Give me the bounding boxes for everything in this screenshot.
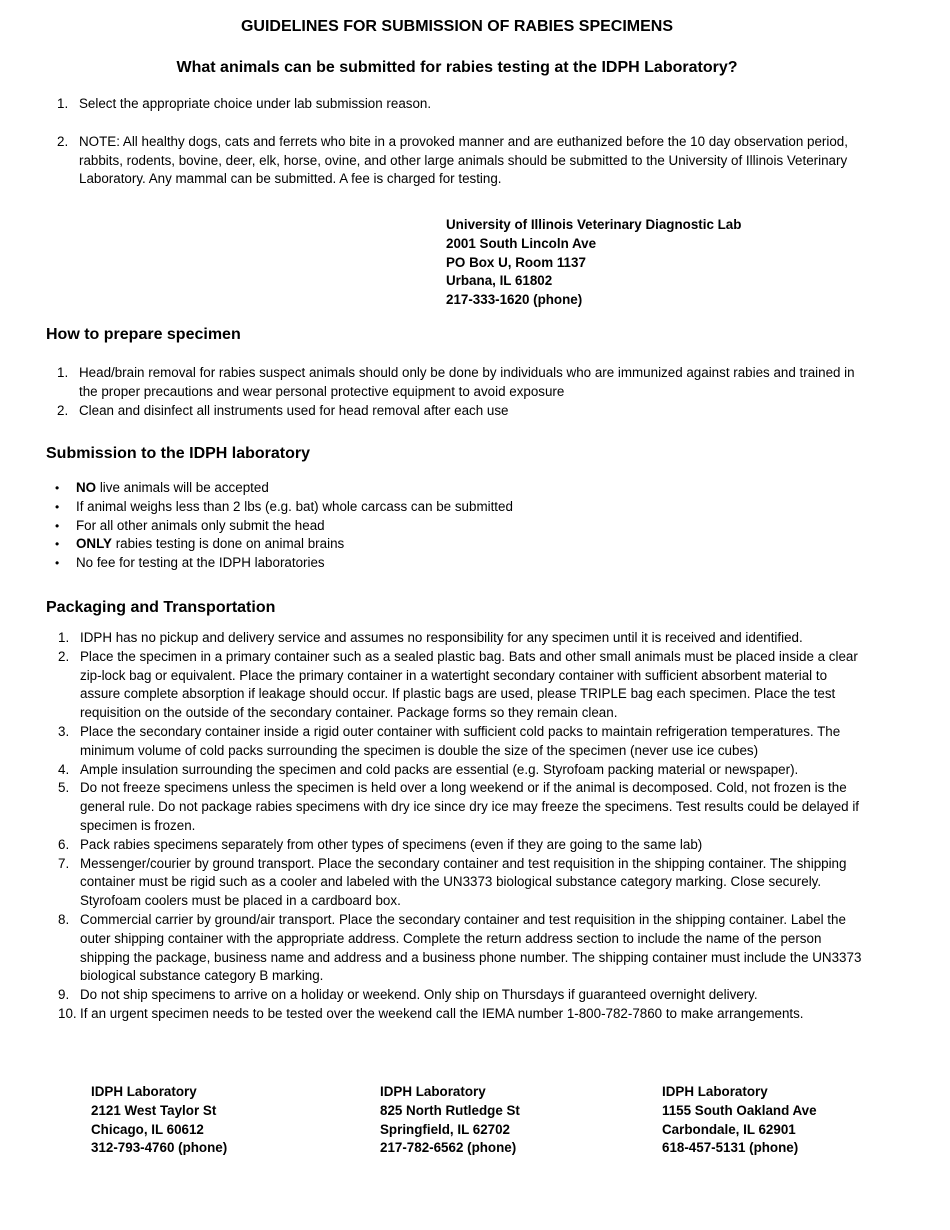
address-line: Urbana, IL 61802 [446,273,553,289]
intro-list [57,95,859,189]
document-title: GUIDELINES FOR SUBMISSION OF RABIES SPECIMENS [240,18,674,35]
item-number: 8. [58,911,70,927]
item-text: Head/brain removal for rabies suspect animals should only be done by individuals who are immunized against rabies and trained in the proper precautions and wear personal protective equipment to avoid exposure [79,365,855,399]
item-text: Place the specimen in a primary container such as a sealed plastic bag. Bats and other small animals must be placed inside a clear zip-lock bag or equivalent. Place the primary container in a watertight secondary container with sufficient absorbent material to assure complete absorption if leakage should occur. If plastic bags are used, please TRIPLE bag each specimen. Place the test requisition on the outside of the secondary container. Package forms so they remain clean. [80,648,858,721]
item-number: 4. [58,761,70,777]
item-text: Do not ship specimens to arrive on a holiday or weekend. Only ship on Thursdays if guaranteed overnight delivery. [80,987,758,1003]
list-item [55,535,876,554]
item-text: Messenger/courier by ground transport. Place the secondary container and test requisition in the shipping container. The shipping container must be rigid such as a cooler and labeled with the UN3373 biological substance category marking. Close securely. Styrofoam coolers must be placed in a cardboard box. [80,855,847,909]
item-text: Commercial carrier by ground/air transport. Place the secondary container and test requisition in the shipping container. Label the outer shipping container with the appropriate address. Complete the return address section to include the name of the person shipping the package, business name and address and a business phone number. The shipping container must include the UN3373 biological substance category B marking. [80,911,862,984]
item-text: live animals will be accepted [96,480,269,495]
prepare-list [57,364,869,420]
address-line: 217-333-1620 (phone) [446,292,583,308]
bullet: • [55,518,60,533]
bullet: • [55,499,60,514]
bullet: • [55,556,60,571]
item-number: 1. [57,96,69,111]
submission-heading: Submission to the IDPH laboratory [46,445,311,462]
item-number: 7. [58,855,70,871]
list-item [57,95,859,114]
lab-phone: 312-793-4760 (phone) [91,1140,228,1156]
item-text: Do not freeze specimens unless the specimen is held over a long weekend or if the animal is decomposed. Cold, not frozen is the general rule. Do not package rabies specimens with dry ice since dry ice may freeze the specimens. Test results could be delayed if specimen is frozen. [80,780,860,833]
item-text: For all other animals only submit the head [76,517,325,533]
item-number: 2. [58,648,70,664]
item-text: Place the secondary container inside a rigid outer container with sufficient cold packs to maintain refrigeration temperatures. The minimum volume of cold packs surrounding the specimen is double the size of the specimen (never use ice cubes) [80,723,841,758]
list-item [58,911,870,986]
lab-address-springfield [380,1083,520,1158]
item-number: 6. [58,836,70,852]
item-number: 2. [57,402,69,418]
list-item [55,479,876,498]
list-item [55,554,876,573]
item-text: IDPH has no pickup and delivery service and assumes no responsibility for any specimen until it is received and identified. [80,630,803,645]
lab-phone: 618-457-5131 (phone) [662,1140,799,1156]
lab-name: IDPH Laboratory [380,1084,486,1099]
item-text: If animal weighs less than 2 lbs (e.g. bat) whole carcass can be submitted [76,498,513,514]
item-text: Select the appropriate choice under lab submission reason. [79,96,432,111]
item-text: Pack rabies specimens separately from other types of specimens (even if they are going to the same lab) [80,836,703,852]
packaging-list [58,629,870,1024]
lab-name: IDPH Laboratory [662,1084,768,1099]
list-item [58,836,870,855]
lab-address-carbondale [662,1083,817,1158]
list-item [58,629,870,648]
list-item [58,986,870,1005]
list-item [57,133,859,189]
list-item [58,648,870,723]
lab-street: 2121 West Taylor St [91,1102,217,1118]
list-item [58,779,870,835]
bullet: • [55,481,60,495]
item-number: 2. [57,133,69,149]
item-text: No fee for testing at the IDPH laboratories [76,555,325,571]
list-item [55,517,876,536]
item-text: rabies testing is done on animal brains [111,536,345,552]
prepare-heading: How to prepare specimen [46,326,241,343]
address-line: 2001 South Lincoln Ave [446,235,597,251]
list-item [57,402,869,421]
lab-phone: 217-782-6562 (phone) [380,1140,517,1156]
address-line: PO Box U, Room 1137 [446,254,586,270]
item-text: Clean and disinfect all instruments used for head removal after each use [79,402,509,418]
lab-city: Chicago, IL 60612 [91,1121,204,1137]
lab-name: IDPH Laboratory [91,1084,197,1099]
item-number: 3. [58,723,70,739]
document-subtitle: What animals can be submitted for rabies testing at the IDPH Laboratory? [176,59,738,76]
item-text: If an urgent specimen needs to be tested over the weekend call the IEMA number 1-800-782-7860 to make arrangements. [80,1005,804,1021]
lab-address-chicago [91,1083,227,1158]
item-number: 5. [58,780,70,796]
item-number: 1. [58,630,70,645]
item-number: 9. [58,987,70,1003]
uiuc-address [446,216,741,310]
list-item [57,364,869,402]
list-item [58,723,870,761]
list-item [58,761,870,780]
item-number: 1. [57,365,69,380]
address-line: University of Illinois Veterinary Diagnostic Lab [446,217,742,232]
lab-street: 825 North Rutledge St [380,1102,520,1118]
item-number: 10. [58,1005,77,1021]
list-item [58,855,870,911]
item-text: NOTE: All healthy dogs, cats and ferrets who bite in a provoked manner and are euthanized before the 10 day observation period, rabbits, rodents, bovine, deer, elk, horse, ovine, and other large animals should be submitted to the University of Illinois Veterinary Laboratory. Any mammal can be submitted. A fee is charged for testing. [79,133,848,187]
submission-list [55,479,876,573]
lab-street: 1155 South Oakland Ave [662,1102,817,1118]
emphasis: NO [76,480,97,495]
emphasis: ONLY [76,536,112,552]
packaging-heading: Packaging and Transportation [46,599,276,616]
lab-city: Carbondale, IL 62901 [662,1121,796,1137]
lab-city: Springfield, IL 62702 [380,1121,510,1137]
list-item [55,498,876,517]
item-text: Ample insulation surrounding the specimen and cold packs are essential (e.g. Styrofoam packing material or newspaper). [80,761,799,777]
bullet: • [55,537,60,552]
list-item [58,1005,870,1024]
